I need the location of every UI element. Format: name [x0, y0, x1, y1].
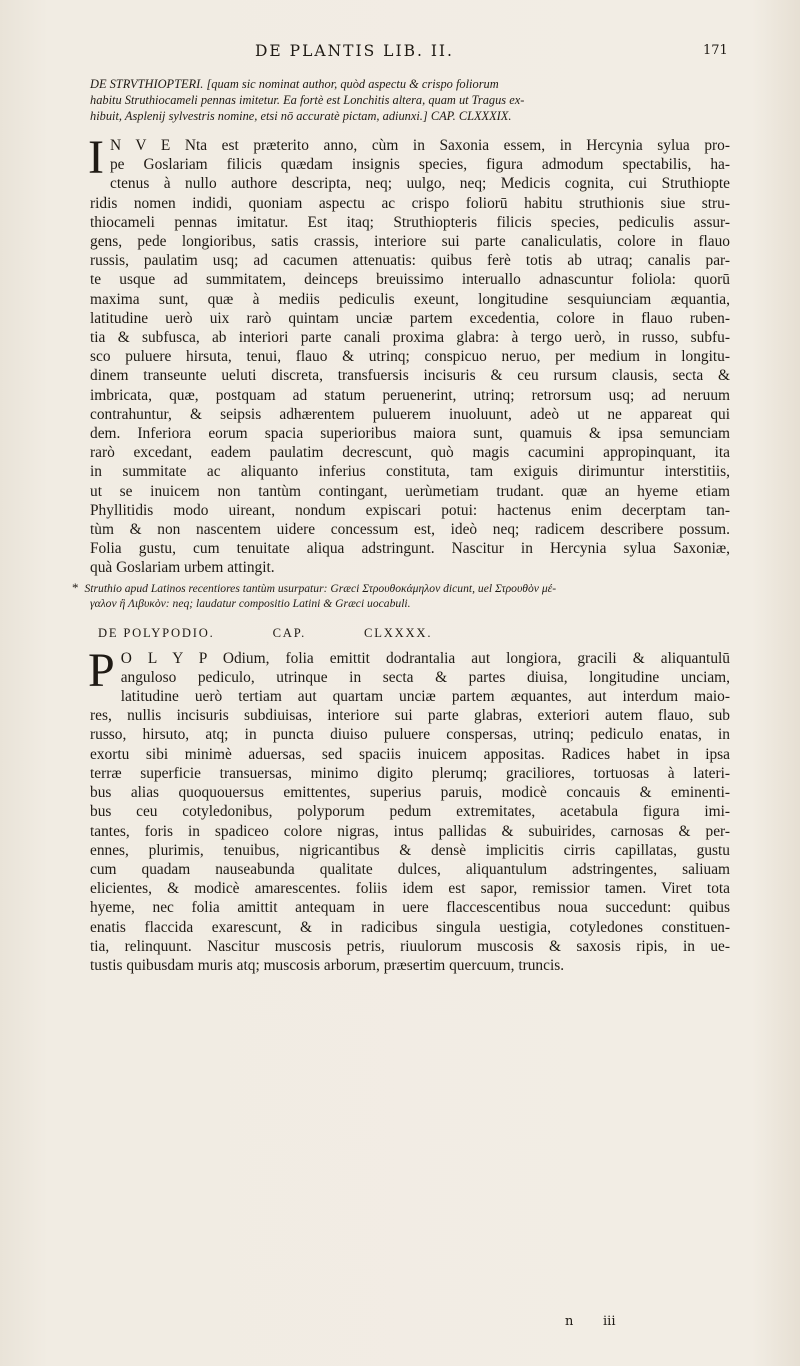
- body-line: thiocameli pennas imitatur. Est itaq; Struthiopteris filicis species, pediculis assur-: [90, 213, 730, 231]
- page-number: 171: [703, 43, 728, 58]
- signature-mark: n: [565, 1314, 574, 1329]
- body-line: quà Goslariam urbem attingit.: [90, 559, 275, 577]
- body-line: contrahuntur, & seipsis adhærentem puluerem inuoluunt, adeò ut ne appareat qui: [90, 405, 730, 423]
- body-line: bus ceu cotyledonibus, polyporum pedum extremitates, acetabula figura imi-: [90, 803, 730, 821]
- chapter-189-heading: [90, 76, 730, 124]
- chapter-190-heading: [90, 626, 730, 641]
- body-line: russo, hirsuto, atq; in puncta diuiso puluere conspersas, utrinq; pediculo enatas, in: [90, 726, 730, 744]
- body-line: exortu sibi minimè aduersas, sed spaciis inuicem appositas. Radices habet in ipsa: [90, 745, 730, 763]
- body-line: O L Y P Odium, folia emittit dodrantalia aut longiora, gracili & aliquantulū: [120, 649, 730, 667]
- body-line: gens, pede longioribus, satis crassis, interiore sui parte canaliculatis, colore in flauo: [90, 233, 730, 251]
- body-line: elicientes, & modicè amarescentes. foliis idem est sapor, remissior tamen. Viret tota: [90, 880, 730, 898]
- body-line: terræ superficie transuersas, minimo digito plerumq; graciliores, tortuosas à lateri-: [90, 764, 730, 782]
- body-line: imbricata, quæ, postquam ad statum peruenerint, utrinq; retrorsum usq; ad neruum: [90, 386, 730, 404]
- body-line: in summitate ac aliquanto inferius constituta, tam exiguis dirimuntur interstitiis,: [90, 463, 730, 481]
- body-line: ctenus à nullo authore descripta, neq; uulgo, neq; Medicis cognita, cui Struthiopte: [109, 175, 730, 193]
- chapter-190-title: DE POLYPODIO.: [98, 625, 215, 640]
- body-line: dem. Inferiora eorum spacia superioribus maiora sunt, quamuis & ipsa semunciam: [90, 425, 730, 443]
- body-line: enatis flaccida exarescunt, & in radicibus singula uestigia, cotyledones constituen-: [90, 918, 730, 936]
- body-line: cum quadam nauseabunda qualitate dulces, aliquantulum adstringentes, saliuam: [90, 860, 730, 878]
- chapter-189-heading-line: hibuit, Asplenij sylvestris nomine, etsi nō accuratè pictam, adiunxi.] CAP. CLXXXIX.: [90, 109, 512, 123]
- body-line: hyeme, nec folia amittit antequam in uere flaccescentibus noua succedunt: quibus: [90, 899, 730, 917]
- body-line: bus alias quoquouersus emittentes, superius paruis, modicè concauis & eminenti-: [90, 784, 730, 802]
- chapter-190-cap: CAP.: [272, 625, 307, 640]
- body-line: latitudine uerò uix rarò quintam unciæ partem excedentia, colore in flauo ruben-: [90, 309, 730, 327]
- body-line: te usque ad summitatem, deinceps breuissimo interuallo adnascuntur foliola: quorū: [90, 271, 730, 289]
- body-line: N V E Nta est præterito anno, cùm in Saxonia essem, in Hercynia sylua pro-: [109, 137, 730, 154]
- chapter-189-heading-line: DE STRVTHIOPTERI. [quam sic nominat author, quòd aspectu & crispo foliorum: [90, 77, 499, 91]
- chapter-189-heading-line: habitu Struthiocameli pennas imitetur. Ea fortè est Lonchitis altera, quam ut Tragus ex-: [90, 93, 525, 107]
- body-line: rarò excedant, eadem paulatim decrescunt, quò magis cacumini appropinquant, ita: [90, 444, 730, 462]
- running-head: [0, 42, 800, 62]
- body-line: dinem transeunte ueluti discreta, transfuersis incisuris & ceu rursum clausis, secta &: [90, 367, 730, 385]
- body-line: tùm & non nascentem uidere concessum est, ideò neq; radicem describere possum.: [90, 521, 730, 539]
- body-line: tantes, foris in spadiceo colore nigras, intus pallidas & subuirides, carnosas & per-: [90, 822, 730, 840]
- body-line: tia & subfusca, ab interiori parte canali proxima glabra: à tergo uerò, in russo, subfu-: [90, 329, 730, 347]
- body-line: maxima sunt, quæ à mediis pediculis exeunt, longitudine sesquiunciam æquantia,: [90, 290, 730, 308]
- body-line: latitudine uerò tertiam aut quartam unciæ partem æquantes, aut interdum maio-: [120, 688, 730, 706]
- note-line: [72, 579, 730, 596]
- note-asterisk: *: [72, 579, 79, 595]
- drop-initial: I: [88, 131, 104, 184]
- body-line: pe Goslariam filicis quædam insignis species, figura admodum spectabilis, ha-: [109, 156, 730, 174]
- body-line: Folia gustu, cum tenuitate aliqua adstringunt. Nascitur in Hercynia sylua Saxoniæ,: [90, 540, 730, 558]
- body-line: sco puluere hirsuta, tenui, flauo & utrinq; conspicuo neruo, per medium in longitu-: [90, 348, 730, 366]
- drop-initial: P: [88, 643, 115, 697]
- chapter-190-body: [88, 643, 730, 975]
- body-line: ridis nomen indidi, quoniam aspectu ac crispo foliorū habitu struthionis siue stru-: [90, 194, 730, 212]
- body-line: ennes, plurimis, tenuibus, nigricantibus & densè implicitis cirris capillatas, gustu: [90, 841, 730, 859]
- body-line: res, nullis incisuris subdiuisas, interiore sui parte glabras, exteriori autem flauo, sub: [90, 707, 730, 725]
- body-line: Phyllitidis modo uireant, nondum expiscari potui: hactenus enim decerptam tan-: [90, 501, 730, 519]
- body-line: anguloso pediculo, utrinque in secta & partes diuisa, longitudine unciam,: [120, 668, 730, 686]
- body-line: tia, relinquunt. Nascitur muscosis petris, riuulorum muscosis & saxosis ripis, in ue-: [90, 937, 730, 955]
- chapter-190-number: CLXXXX.: [364, 625, 433, 640]
- catchword: iii: [603, 1314, 616, 1329]
- body-line: ut se inuicem non tantùm contingant, uerùmetiam trudant. quæ an hyeme etiam: [90, 482, 730, 500]
- chapter-189-body: [88, 131, 730, 578]
- marginal-note: [72, 579, 730, 611]
- running-title: DE PLANTIS LIB. II.: [255, 42, 454, 60]
- note-text: Struthio apud Latinos recentiores tantùm usurpatur: Græci Στρουθοκάμηλον dicunt, uel Στρουθὸν μέ-: [84, 581, 557, 595]
- note-line: γαλον ἢ Λιβυκὸν: neq; laudatur compositio Latini & Græci uocabuli.: [90, 596, 411, 610]
- body-line: tustis quibusdam muris atq; muscosis arborum, præsertim quercuum, truncis.: [90, 956, 565, 974]
- text-block: [72, 76, 730, 975]
- body-line: russis, paulatim usq; ad cacumen attenuatis: quibus ferè totis ab utraq; canalis par-: [90, 252, 730, 270]
